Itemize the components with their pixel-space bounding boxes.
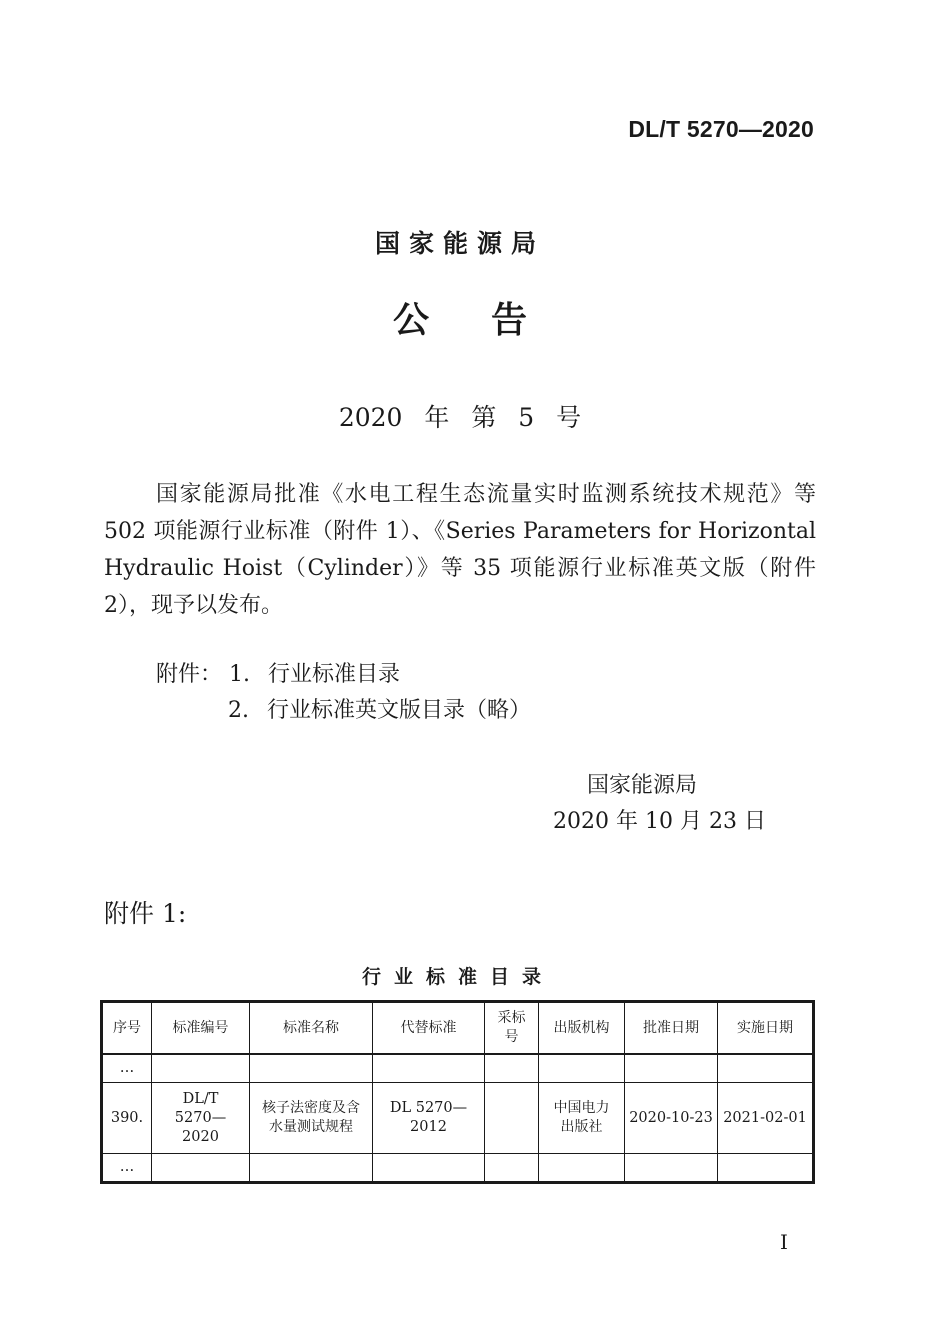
annex-heading: 附件 1: [104,899,187,928]
standard-code: DL/T 5270—2020 [628,116,814,142]
notice-title: 公告 [392,300,589,341]
column-header: 出版机构 [539,1002,625,1055]
standards-table [100,1000,815,1184]
notice-body: 国家能源局批准《水电工程生态流量实时监测系统技术规范》等 502 项能源行业标准（附件 1）、《Series Parameters for Horizontal Hydraulic Hoist（Cylinder）》等 35 项能源行业标准英文版（附件 2），现予以发布。 [104,482,816,618]
table-header-row [102,1002,814,1055]
attachment-number: 1. [229,662,251,687]
cell-replaces [373,1054,485,1083]
column-header: 序号 [102,1002,152,1055]
issuer-title: 国家能源局 [374,229,545,258]
column-header: 批准日期 [625,1002,718,1055]
cell-approved: 2020-10-23 [625,1083,718,1154]
column-header: 实施日期 [718,1002,814,1055]
cell-seq: … [102,1054,152,1083]
cell-effective [718,1054,814,1083]
attachment-number: 2. [228,698,249,723]
table-row [102,1154,814,1183]
table-title: 行业标准目录 [361,966,554,988]
page-number: I [780,1230,788,1254]
cell-effective: 2021-02-01 [718,1083,814,1154]
column-header: 标准编号 [152,1002,250,1055]
cell-publisher [539,1154,625,1183]
cell-effective [718,1154,814,1183]
cell-seq: 390. [102,1083,152,1154]
sign-date: 2020 年 10 月 23 日 [553,809,766,834]
cell-approved [625,1154,718,1183]
attachment-text: 行业标准目录 [268,662,401,687]
cell-adopted [485,1083,539,1154]
cell-adopted [485,1054,539,1083]
cell-publisher [539,1054,625,1083]
attachment-line-2 [228,696,531,726]
cell-adopted [485,1154,539,1183]
cell-name [250,1154,373,1183]
signer: 国家能源局 [587,773,698,798]
attachment-text: 行业标准英文版目录（略） [267,698,532,723]
attachments-label: 附件： [156,662,223,687]
cell-code [152,1054,250,1083]
cell-replaces [373,1154,485,1183]
cell-publisher: 中国电力出版社 [539,1083,625,1154]
cell-name [250,1054,373,1083]
column-header: 标准名称 [250,1002,373,1055]
table-row [102,1054,814,1083]
table-row [102,1083,814,1154]
column-header: 采标号 [485,1002,539,1055]
cell-seq: … [102,1154,152,1183]
cell-code [152,1154,250,1183]
attachment-line-1 [156,660,400,690]
cell-replaces: DL 5270—2012 [373,1083,485,1154]
notice-number: 2020 年 第 5 号 [338,403,582,432]
cell-name: 核子法密度及含水量测试规程 [250,1083,373,1154]
cell-approved [625,1054,718,1083]
column-header: 代替标准 [373,1002,485,1055]
cell-code: DL/T 5270—2020 [152,1083,250,1154]
